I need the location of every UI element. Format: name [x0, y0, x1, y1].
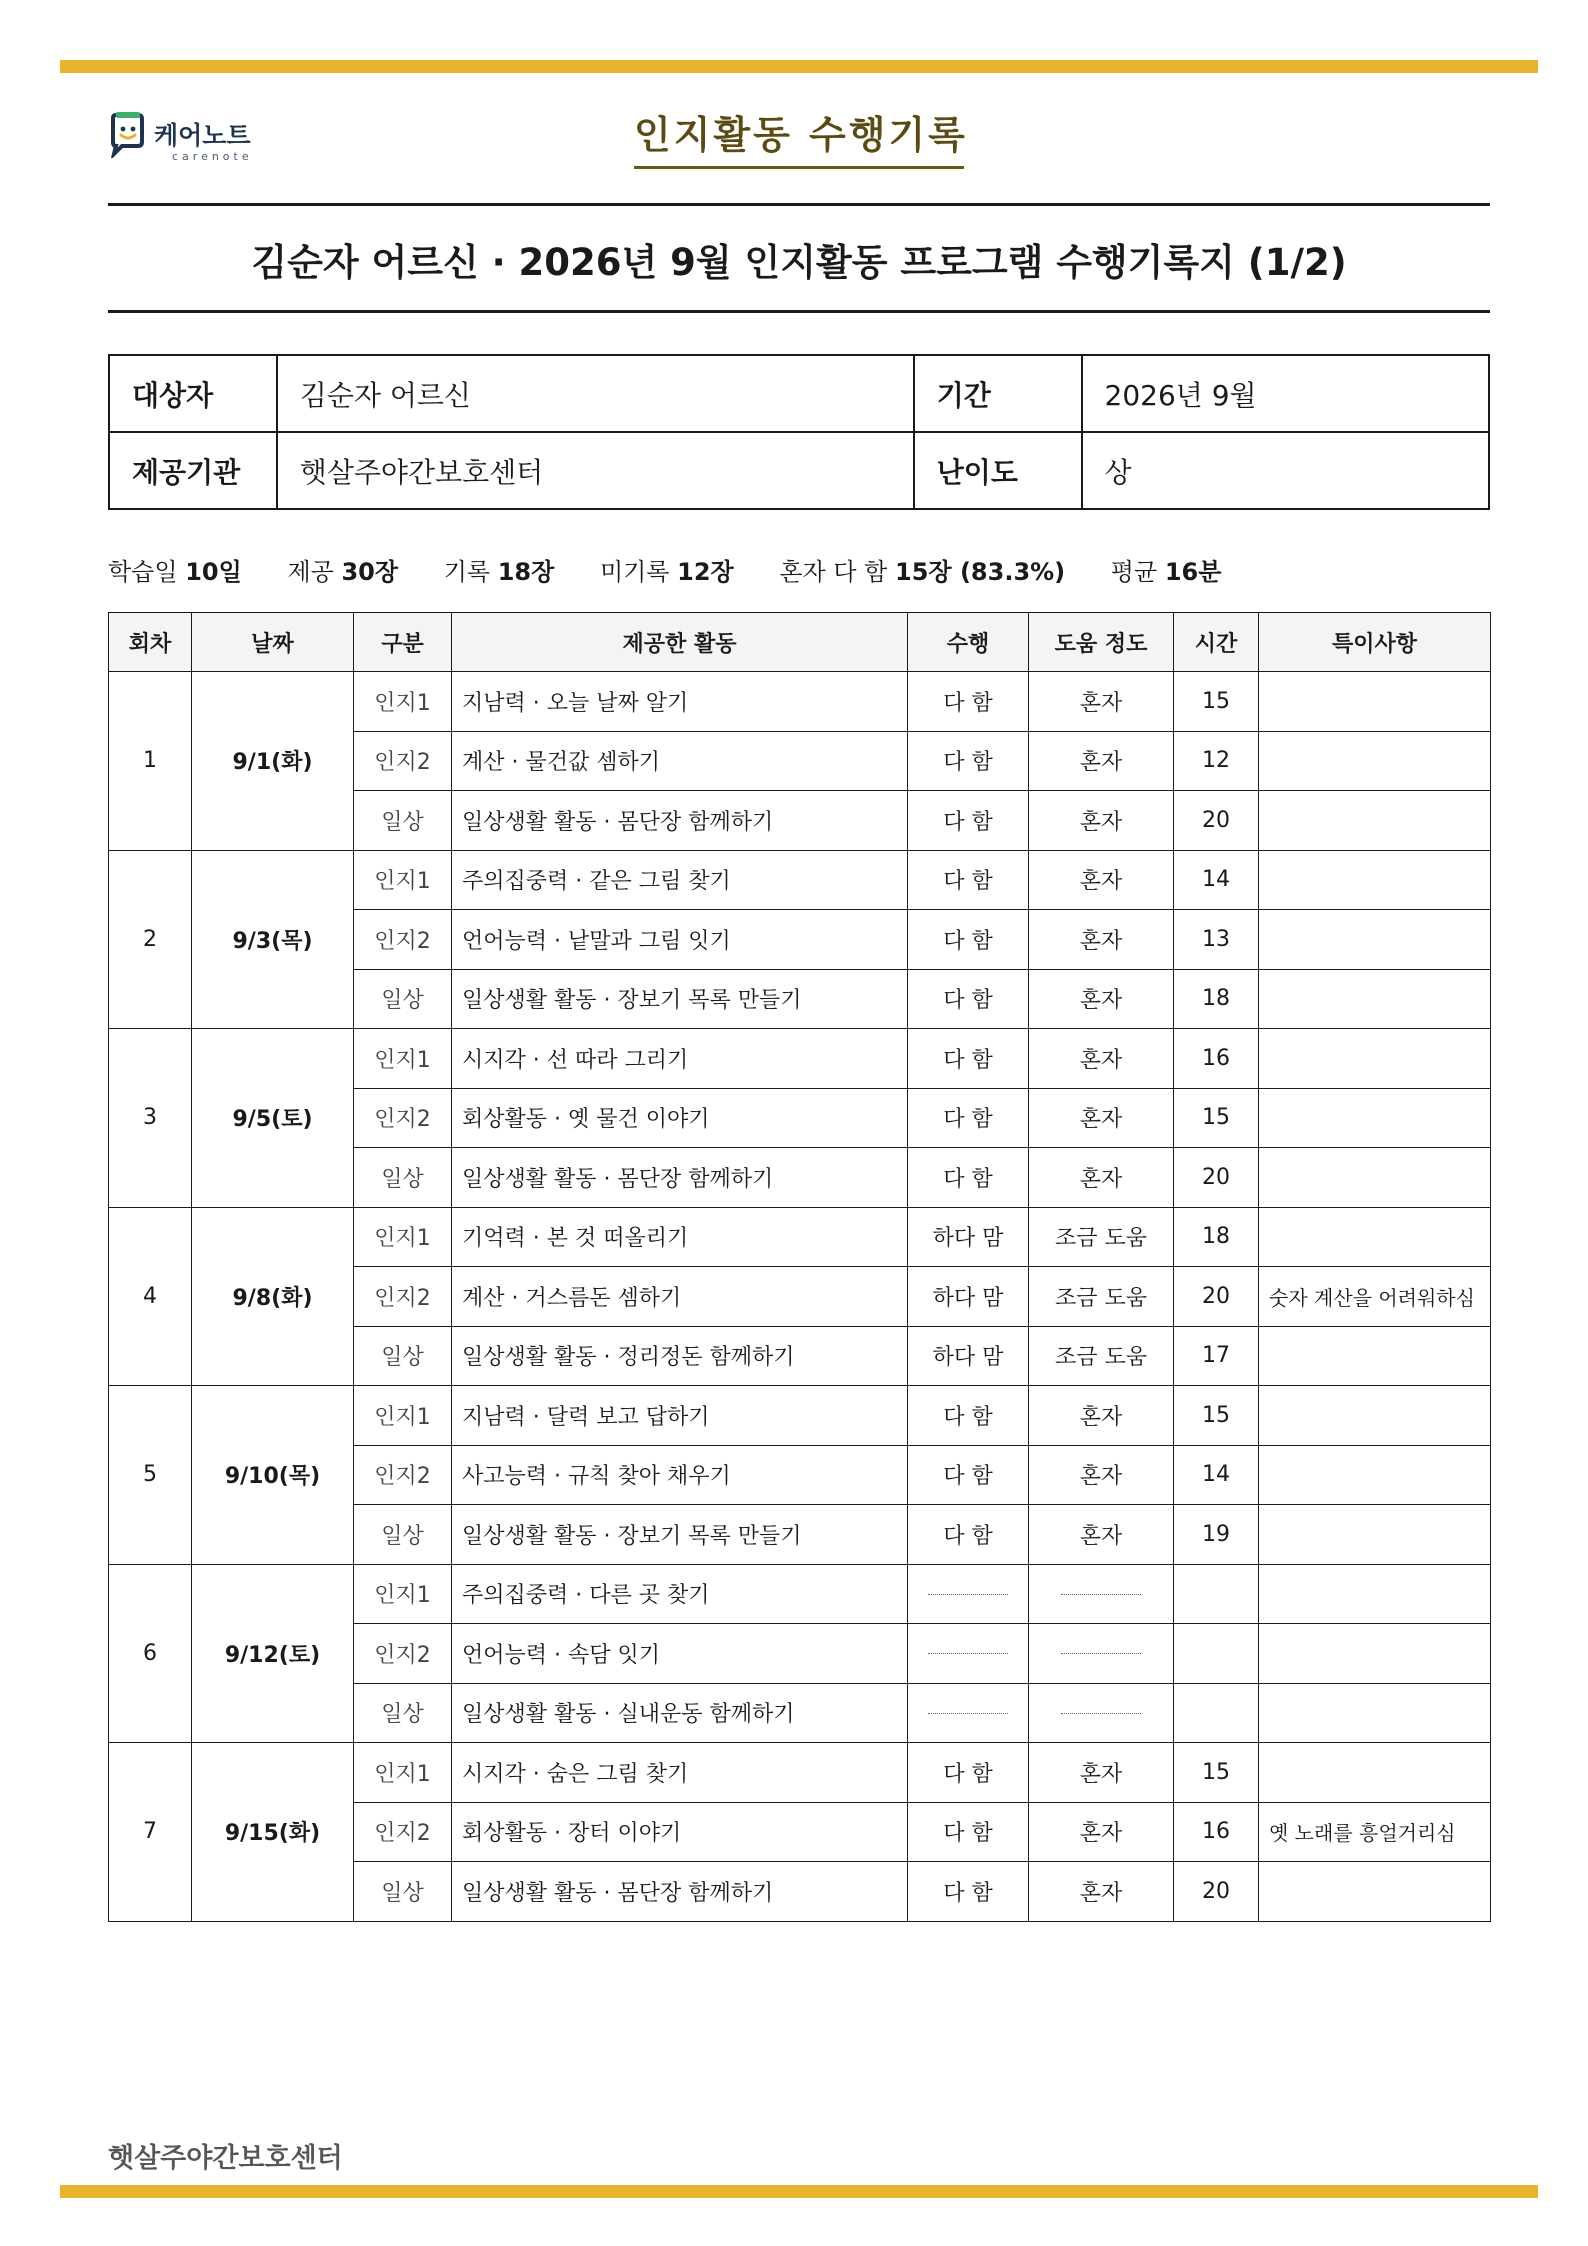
session-date: 9/15(화) — [192, 1743, 354, 1922]
activity-kind: 일상 — [354, 791, 452, 851]
help-level-cell: 혼자 — [1029, 791, 1174, 851]
performance-cell: 다 함 — [908, 1088, 1029, 1148]
note-cell — [1259, 1624, 1491, 1684]
time-cell: 14 — [1174, 850, 1259, 910]
time-cell — [1174, 1564, 1259, 1624]
header-kind: 구분 — [354, 613, 452, 672]
time-cell: 14 — [1174, 1445, 1259, 1505]
performance-cell: 다 함 — [908, 1505, 1029, 1565]
activity-kind: 인지1 — [354, 1029, 452, 1089]
time-cell: 17 — [1174, 1326, 1259, 1386]
help-level-cell: 혼자 — [1029, 1088, 1174, 1148]
provider-value: 햇살주야간보호센터 — [277, 432, 914, 509]
note-cell — [1259, 731, 1491, 791]
summary-line — [108, 552, 1259, 587]
table-row — [109, 850, 1491, 910]
carenote-logo — [108, 110, 268, 166]
activity-kind: 인지2 — [354, 1802, 452, 1862]
activity-kind: 일상 — [354, 1148, 452, 1208]
performance-cell: 다 함 — [908, 1802, 1029, 1862]
activity-name: 회상활동 · 장터 이야기 — [452, 1802, 908, 1862]
performance-cell: 다 함 — [908, 1029, 1029, 1089]
performance-cell: 하다 맘 — [908, 1267, 1029, 1327]
help-level-cell — [1029, 1564, 1174, 1624]
header-time: 시간 — [1174, 613, 1259, 672]
period-label: 기간 — [914, 355, 1082, 432]
activity-name: 시지각 · 선 따라 그리기 — [452, 1029, 908, 1089]
activity-kind: 인지2 — [354, 910, 452, 970]
activity-name: 주의집중력 · 다른 곳 찾기 — [452, 1564, 908, 1624]
activity-name: 주의집중력 · 같은 그림 찾기 — [452, 850, 908, 910]
performance-cell: 다 함 — [908, 791, 1029, 851]
performance-cell — [908, 1624, 1029, 1684]
session-number: 1 — [109, 672, 192, 851]
blank-entry-line — [1061, 1653, 1141, 1654]
activity-kind: 일상 — [354, 1683, 452, 1743]
help-level-cell: 혼자 — [1029, 910, 1174, 970]
note-cell — [1259, 910, 1491, 970]
activity-kind: 일상 — [354, 969, 452, 1029]
activity-kind: 인지1 — [354, 672, 452, 732]
header-help-level: 도움 정도 — [1029, 613, 1174, 672]
time-cell: 12 — [1174, 731, 1259, 791]
summary-alone: 혼자 다 함 15장 (83.3%) — [779, 558, 1066, 586]
help-level-cell — [1029, 1624, 1174, 1684]
session-number: 4 — [109, 1207, 192, 1386]
performance-cell: 다 함 — [908, 1743, 1029, 1803]
help-level-cell: 조금 도움 — [1029, 1326, 1174, 1386]
time-cell: 19 — [1174, 1505, 1259, 1565]
activity-name: 지남력 · 달력 보고 답하기 — [452, 1386, 908, 1446]
time-cell: 18 — [1174, 1207, 1259, 1267]
activity-name: 기억력 · 본 것 떠올리기 — [452, 1207, 908, 1267]
session-date: 9/10(목) — [192, 1386, 354, 1565]
session-number: 2 — [109, 850, 192, 1029]
blank-entry-line — [1061, 1713, 1141, 1714]
session-date: 9/1(화) — [192, 672, 354, 851]
table-header-row — [109, 613, 1491, 672]
session-number: 6 — [109, 1564, 192, 1743]
help-level-cell: 혼자 — [1029, 1148, 1174, 1208]
activity-kind: 인지1 — [354, 850, 452, 910]
table-row — [109, 1207, 1491, 1267]
info-row-provider — [109, 432, 1489, 509]
note-cell — [1259, 1743, 1491, 1803]
bottom-accent-bar — [60, 2185, 1538, 2198]
activity-name: 일상생활 활동 · 몸단장 함께하기 — [452, 1862, 908, 1922]
help-level-cell: 혼자 — [1029, 850, 1174, 910]
activity-kind: 일상 — [354, 1862, 452, 1922]
summary-unrecorded: 미기록 12장 — [599, 558, 734, 586]
page-title: 인지활동 수행기록 — [634, 113, 968, 157]
header-performance: 수행 — [908, 613, 1029, 672]
title-underline — [634, 166, 964, 169]
title-rule-bottom — [108, 310, 1490, 313]
header-notes: 특이사항 — [1259, 613, 1491, 672]
table-body — [109, 672, 1491, 1922]
summary-average: 평균 16분 — [1110, 558, 1222, 586]
activity-kind: 인지2 — [354, 731, 452, 791]
performance-cell — [908, 1683, 1029, 1743]
time-cell — [1174, 1683, 1259, 1743]
help-level-cell: 조금 도움 — [1029, 1267, 1174, 1327]
activity-kind: 인지1 — [354, 1386, 452, 1446]
title-rule-top — [108, 203, 1490, 206]
performance-cell: 다 함 — [908, 672, 1029, 732]
performance-cell: 하다 맘 — [908, 1326, 1029, 1386]
activity-kind: 인지2 — [354, 1267, 452, 1327]
time-cell: 15 — [1174, 1386, 1259, 1446]
activity-name: 지남력 · 오늘 날짜 알기 — [452, 672, 908, 732]
difficulty-label: 난이도 — [914, 432, 1082, 509]
activity-name: 계산 · 거스름돈 셈하기 — [452, 1267, 908, 1327]
help-level-cell — [1029, 1683, 1174, 1743]
activity-name: 일상생활 활동 · 몸단장 함께하기 — [452, 1148, 908, 1208]
record-table — [108, 612, 1491, 1922]
time-cell — [1174, 1624, 1259, 1684]
summary-study-days: 학습일 10일 — [108, 558, 242, 586]
session-date: 9/8(화) — [192, 1207, 354, 1386]
note-cell — [1259, 1029, 1491, 1089]
time-cell: 16 — [1174, 1029, 1259, 1089]
activity-kind: 인지1 — [354, 1564, 452, 1624]
info-table — [108, 354, 1490, 510]
session-number: 5 — [109, 1386, 192, 1565]
activity-name: 언어능력 · 속담 잇기 — [452, 1624, 908, 1684]
blank-entry-line — [928, 1713, 1008, 1714]
activity-kind: 인지2 — [354, 1624, 452, 1684]
activity-name: 언어능력 · 낱말과 그림 잇기 — [452, 910, 908, 970]
help-level-cell: 혼자 — [1029, 1505, 1174, 1565]
note-cell — [1259, 969, 1491, 1029]
time-cell: 15 — [1174, 1743, 1259, 1803]
performance-cell: 다 함 — [908, 1386, 1029, 1446]
performance-cell: 다 함 — [908, 731, 1029, 791]
table-row — [109, 1743, 1491, 1803]
activity-name: 사고능력 · 규칙 찾아 채우기 — [452, 1445, 908, 1505]
note-cell — [1259, 1862, 1491, 1922]
help-level-cell: 조금 도움 — [1029, 1207, 1174, 1267]
performance-cell: 다 함 — [908, 850, 1029, 910]
summary-recorded: 기록 18장 — [443, 558, 555, 586]
activity-kind: 인지2 — [354, 1445, 452, 1505]
help-level-cell: 혼자 — [1029, 1386, 1174, 1446]
blank-entry-line — [1061, 1594, 1141, 1595]
performance-cell: 다 함 — [908, 1445, 1029, 1505]
time-cell: 20 — [1174, 1267, 1259, 1327]
note-cell — [1259, 1326, 1491, 1386]
session-date: 9/3(목) — [192, 850, 354, 1029]
period-value: 2026년 9월 — [1082, 355, 1489, 432]
note-cell — [1259, 1683, 1491, 1743]
table-row — [109, 1386, 1491, 1446]
time-cell: 20 — [1174, 791, 1259, 851]
header-activity: 제공한 활동 — [452, 613, 908, 672]
activity-name: 일상생활 활동 · 장보기 목록 만들기 — [452, 969, 908, 1029]
note-cell — [1259, 1564, 1491, 1624]
performance-cell: 다 함 — [908, 969, 1029, 1029]
header-session: 회차 — [109, 613, 192, 672]
note-cell — [1259, 791, 1491, 851]
subject-value: 김순자 어르신 — [277, 355, 914, 432]
performance-cell: 다 함 — [908, 910, 1029, 970]
note-cell — [1259, 1386, 1491, 1446]
session-number: 3 — [109, 1029, 192, 1208]
document-title: 김순자 어르신 · 2026년 9월 인지활동 프로그램 수행기록지 (1/2) — [251, 241, 1347, 284]
table-row — [109, 672, 1491, 732]
help-level-cell: 혼자 — [1029, 1445, 1174, 1505]
top-accent-bar — [60, 60, 1538, 73]
help-level-cell: 혼자 — [1029, 1743, 1174, 1803]
help-level-cell: 혼자 — [1029, 969, 1174, 1029]
activity-name: 일상생활 활동 · 몸단장 함께하기 — [452, 791, 908, 851]
time-cell: 20 — [1174, 1148, 1259, 1208]
activity-name: 계산 · 물건값 셈하기 — [452, 731, 908, 791]
subject-label: 대상자 — [109, 355, 277, 432]
session-date: 9/5(토) — [192, 1029, 354, 1208]
note-cell: 숫자 계산을 어려워하심 — [1259, 1267, 1491, 1327]
help-level-cell: 혼자 — [1029, 731, 1174, 791]
note-cell — [1259, 850, 1491, 910]
activity-kind: 일상 — [354, 1505, 452, 1565]
time-cell: 15 — [1174, 672, 1259, 732]
note-cell — [1259, 1445, 1491, 1505]
performance-cell: 다 함 — [908, 1148, 1029, 1208]
activity-name: 일상생활 활동 · 실내운동 함께하기 — [452, 1683, 908, 1743]
help-level-cell: 혼자 — [1029, 1802, 1174, 1862]
session-date: 9/12(토) — [192, 1564, 354, 1743]
header-date: 날짜 — [192, 613, 354, 672]
info-row-subject — [109, 355, 1489, 432]
activity-kind: 일상 — [354, 1326, 452, 1386]
performance-cell: 하다 맘 — [908, 1207, 1029, 1267]
blank-entry-line — [928, 1653, 1008, 1654]
table-row — [109, 1564, 1491, 1624]
note-cell — [1259, 672, 1491, 732]
note-cell — [1259, 1505, 1491, 1565]
logo-subtext: carenote — [172, 150, 253, 163]
difficulty-value: 상 — [1082, 432, 1489, 509]
footer-org-name: 햇살주야간보호센터 — [108, 2143, 343, 2174]
activity-kind: 인지1 — [354, 1743, 452, 1803]
activity-name: 일상생활 활동 · 장보기 목록 만들기 — [452, 1505, 908, 1565]
provider-label: 제공기관 — [109, 432, 277, 509]
help-level-cell: 혼자 — [1029, 672, 1174, 732]
summary-provided: 제공 30장 — [287, 558, 399, 586]
session-number: 7 — [109, 1743, 192, 1922]
time-cell: 18 — [1174, 969, 1259, 1029]
logo-chat-icon — [108, 112, 148, 158]
time-cell: 16 — [1174, 1802, 1259, 1862]
activity-name: 회상활동 · 옛 물건 이야기 — [452, 1088, 908, 1148]
activity-kind: 인지1 — [354, 1207, 452, 1267]
activity-name: 시지각 · 숨은 그림 찾기 — [452, 1743, 908, 1803]
performance-cell — [908, 1564, 1029, 1624]
note-cell — [1259, 1207, 1491, 1267]
help-level-cell: 혼자 — [1029, 1029, 1174, 1089]
time-cell: 20 — [1174, 1862, 1259, 1922]
logo-text: 케어노트 — [154, 121, 251, 150]
help-level-cell: 혼자 — [1029, 1862, 1174, 1922]
performance-cell: 다 함 — [908, 1862, 1029, 1922]
activity-kind: 인지2 — [354, 1088, 452, 1148]
table-row — [109, 1029, 1491, 1089]
time-cell: 13 — [1174, 910, 1259, 970]
note-cell — [1259, 1088, 1491, 1148]
note-cell — [1259, 1148, 1491, 1208]
activity-name: 일상생활 활동 · 정리정돈 함께하기 — [452, 1326, 908, 1386]
time-cell: 15 — [1174, 1088, 1259, 1148]
note-cell: 옛 노래를 흥얼거리심 — [1259, 1802, 1491, 1862]
blank-entry-line — [928, 1594, 1008, 1595]
